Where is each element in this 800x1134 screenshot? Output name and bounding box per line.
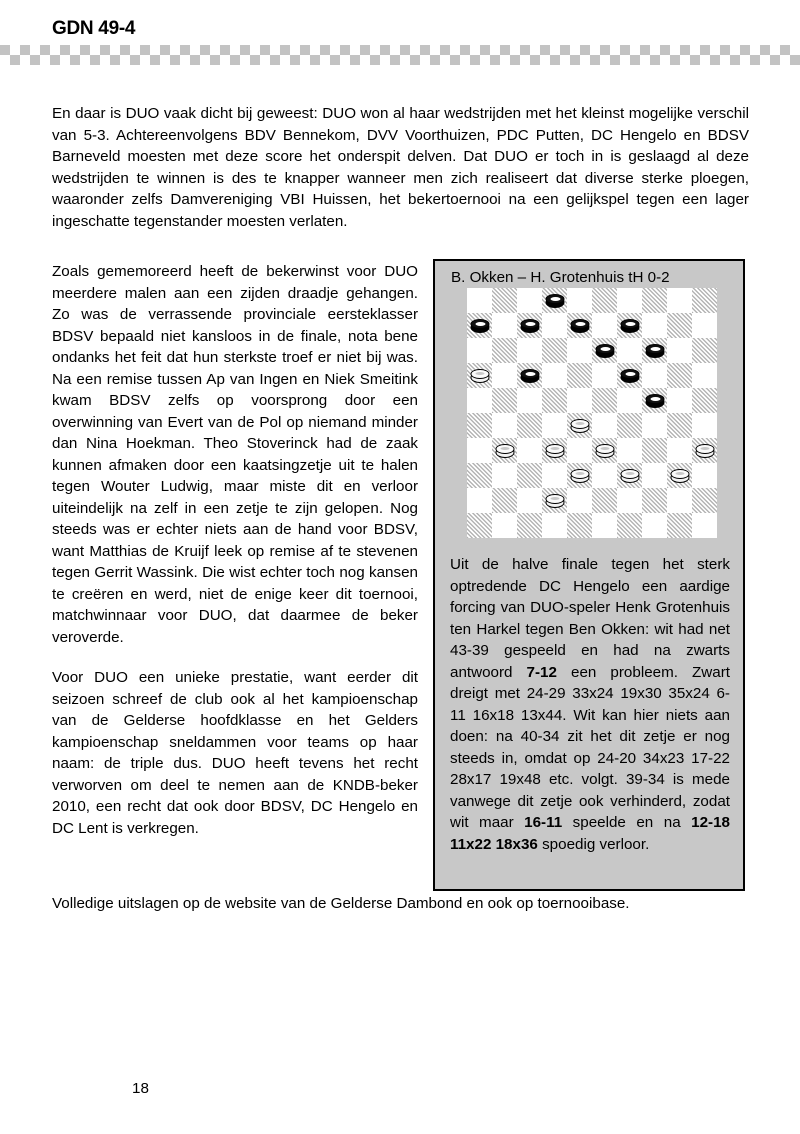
board-square: [617, 388, 642, 413]
board-square: [667, 488, 692, 513]
board-square: [692, 413, 717, 438]
board-square: [492, 363, 517, 388]
white-piece: [695, 444, 714, 458]
piece-top: [545, 494, 564, 504]
board-square: [517, 288, 542, 313]
board-square: [592, 438, 617, 463]
board-square: [517, 313, 542, 338]
piece-top: [520, 369, 539, 379]
board-square: [492, 413, 517, 438]
board-square: [517, 388, 542, 413]
board-square: [592, 288, 617, 313]
black-piece: [595, 344, 614, 358]
draughts-board: [467, 288, 717, 538]
board-square: [517, 413, 542, 438]
board-square: [642, 288, 667, 313]
explanation-text: spoedig verloor.: [537, 835, 650, 853]
board-square: [617, 488, 642, 513]
white-piece: [495, 444, 514, 458]
board-square: [692, 338, 717, 363]
white-piece: [570, 469, 589, 483]
board-square: [567, 313, 592, 338]
page-number: 18: [132, 1080, 149, 1097]
board-square: [467, 488, 492, 513]
board-square: [492, 313, 517, 338]
board-square: [467, 438, 492, 463]
diagram-caption: B. Okken – H. Grotenhuis tH 0-2: [451, 269, 670, 286]
board-square: [542, 288, 567, 313]
black-piece: [645, 394, 664, 408]
piece-top: [595, 444, 614, 454]
board-square: [667, 513, 692, 538]
white-piece: [595, 444, 614, 458]
black-piece: [545, 294, 564, 308]
board-square: [467, 313, 492, 338]
piece-top: [470, 369, 489, 379]
piece-top: [645, 394, 664, 404]
left-column-paragraph: Voor DUO een unieke prestatie, want eerder dit seizoen schreef de club ook al het kampioenschap van de Gelderse hoofdklasse en het Gelders kampioenschap sneldammen voor teams op haar naam: de triple dus. DUO heeft tevens het recht verworven om deel te nemen aan de KNDB-beker 2010, een recht dat ook door BDSV, DC Hengelo en DC Lent is verkregen.: [52, 669, 418, 837]
board-square: [592, 363, 617, 388]
board-square: [517, 438, 542, 463]
board-square: [567, 488, 592, 513]
board-square: [692, 363, 717, 388]
board-square: [692, 488, 717, 513]
board-square: [642, 513, 667, 538]
board-square: [567, 338, 592, 363]
board-square: [542, 463, 567, 488]
black-piece: [470, 319, 489, 333]
board-square: [617, 463, 642, 488]
checkered-divider-row-bottom: [0, 55, 800, 65]
board-square: [467, 363, 492, 388]
board-square: [617, 313, 642, 338]
board-square: [617, 513, 642, 538]
board-square: [492, 463, 517, 488]
white-piece: [670, 469, 689, 483]
board-square: [517, 488, 542, 513]
board-square: [467, 338, 492, 363]
white-piece: [545, 444, 564, 458]
intro-paragraph: En daar is DUO vaak dicht bij geweest: DUO won al haar wedstrijden met het kleinst mogelijke verschil van 5-3. Achtereenvolgens BDV Bennekom, DVV Voorthuizen, PDC Putten, DC Hengelo en BDSV Barneveld moesten met deze score het onderspit delven. Dat DUO er toch in is geslaagd al deze wedstrijden te winnen is des te knapper wanneer men zich realiseert dat diverse sterke ploegen, waaronder zelfs Damvereniging VBI Huissen, het bekertoernooi na een gelijkspel tegen een lager ingeschatte tegenstander moesten verlaten.: [52, 105, 749, 230]
board-square: [567, 413, 592, 438]
black-piece: [645, 344, 664, 358]
board-square: [492, 513, 517, 538]
board-square: [667, 338, 692, 363]
piece-top: [695, 444, 714, 454]
piece-top: [570, 319, 589, 329]
black-piece: [520, 319, 539, 333]
board-square: [567, 388, 592, 413]
checkered-divider: [0, 45, 800, 66]
white-piece: [545, 494, 564, 508]
page-title: GDN 49-4: [52, 18, 136, 39]
explanation-text: een probleem. Zwart dreigt met 24-29 33x24 19x30 35x24 6-11 16x18 13x44. Wit kan hier niets aan doen: na 40-34 zit het dit zetje er nog steeds in, omdat op 24-20 34x23 17-22 28x17 19x48 etc. volgt. 39-34 is mede vanwege dit zetje ook verhinderd, zodat wit maar: [450, 663, 730, 831]
piece-top: [620, 319, 639, 329]
board-square: [617, 338, 642, 363]
board-square: [542, 338, 567, 363]
board-square: [642, 438, 667, 463]
board-square: [492, 488, 517, 513]
board-square: [467, 513, 492, 538]
board-square: [692, 463, 717, 488]
board-square: [642, 463, 667, 488]
board-square: [542, 438, 567, 463]
board-square: [592, 388, 617, 413]
white-piece: [620, 469, 639, 483]
piece-top: [620, 469, 639, 479]
board-square: [517, 463, 542, 488]
board-square: [617, 413, 642, 438]
board-square: [542, 413, 567, 438]
board-square: [667, 413, 692, 438]
board-square: [667, 363, 692, 388]
board-square: [692, 438, 717, 463]
board-square: [492, 438, 517, 463]
board-square: [642, 313, 667, 338]
board-square: [492, 338, 517, 363]
black-piece: [570, 319, 589, 333]
board-square: [567, 513, 592, 538]
board-square: [592, 463, 617, 488]
board-square: [592, 488, 617, 513]
board-square: [567, 363, 592, 388]
black-piece: [520, 369, 539, 383]
board-square: [692, 313, 717, 338]
board-square: [617, 363, 642, 388]
piece-top: [495, 444, 514, 454]
board-square: [617, 438, 642, 463]
white-piece: [470, 369, 489, 383]
left-column-paragraph: Zoals gememoreerd heeft de bekerwinst voor DUO meerdere malen aan een zijden draadje gehangen. Zo was de verrassende provinciale eersteklasser BDSV bepaald niet kansloos in de finale, nota bene ondanks het feit dat hun sterkste troef er niet bij was. Na een remise tussen Ap van Ingen en Niek Smeitink kwam BDSV zelfs op voorsprong door een overwinning van Evert van de Pol op niemand minder dan Nina Hoekman. Theo Stoverinck had de zaak kunnen afmaken door een kaatsingzetje uit te halen tegen Wouter Ludwig, maar miste dit en verloor uiteindelijk na zelf in een zetje te zijn gelopen. Nog steeds was er echter niets aan de hand voor BDSV, want Matthias de Kruijf leek op remise af te stevenen tegen Gerrit Wassink. Die wist echter toch nog kansen te creëren en werd, niet de enige keer dit toernooi, matchwinnaar voor DUO, dat daarmee de beker veroverde.: [52, 263, 418, 646]
board-square: [542, 388, 567, 413]
piece-top: [595, 344, 614, 354]
piece-top: [670, 469, 689, 479]
black-piece: [620, 319, 639, 333]
black-piece: [620, 369, 639, 383]
board-square: [642, 363, 667, 388]
piece-top: [545, 294, 564, 304]
piece-top: [570, 469, 589, 479]
board-square: [492, 388, 517, 413]
board-square: [542, 313, 567, 338]
board-square: [467, 388, 492, 413]
board-square: [642, 413, 667, 438]
board-square: [692, 288, 717, 313]
board-square: [667, 313, 692, 338]
board-square: [692, 513, 717, 538]
piece-top: [645, 344, 664, 354]
board-square: [492, 288, 517, 313]
explanation-text: Uit de halve finale tegen het sterk optredende DC Hengelo een aardige forcing van DUO-speler Henk Grotenhuis ten Harkel tegen Ben Okken: wit had net 43-39 gespeeld en had na zwarts antwoord: [450, 556, 730, 681]
board-square: [567, 288, 592, 313]
board-square: [517, 363, 542, 388]
move-notation-bold: 7-12: [526, 663, 557, 681]
diagram-explanation: [450, 554, 730, 855]
board-square: [467, 288, 492, 313]
piece-top: [545, 444, 564, 454]
board-square: [592, 338, 617, 363]
board-square: [592, 413, 617, 438]
footer-note: Volledige uitslagen op de website van de Gelderse Dambond en ook op toernooibase.: [52, 895, 630, 912]
move-notation-bold: 16-11: [524, 814, 563, 831]
left-column: [52, 261, 418, 839]
board-square: [642, 338, 667, 363]
piece-top: [470, 319, 489, 329]
board-square: [542, 488, 567, 513]
board-square: [567, 438, 592, 463]
board-square: [592, 313, 617, 338]
board-square: [617, 288, 642, 313]
piece-top: [570, 419, 589, 429]
move-notation-bold: 12-18 11x22 18x36: [450, 814, 730, 853]
board-square: [667, 463, 692, 488]
board-square: [542, 363, 567, 388]
board-square: [592, 513, 617, 538]
board-square: [517, 338, 542, 363]
checkered-divider-row-top: [0, 45, 800, 55]
board-square: [642, 388, 667, 413]
diagram-box: [433, 259, 745, 891]
board-square: [667, 288, 692, 313]
piece-top: [620, 369, 639, 379]
board-square: [467, 463, 492, 488]
piece-top: [520, 319, 539, 329]
board-square: [642, 488, 667, 513]
explanation-text: speelde en na: [562, 814, 692, 831]
board-square: [467, 413, 492, 438]
board-square: [517, 513, 542, 538]
board-square: [692, 388, 717, 413]
board-square: [542, 513, 567, 538]
board-square: [667, 438, 692, 463]
board-square: [567, 463, 592, 488]
white-piece: [570, 419, 589, 433]
board-square: [667, 388, 692, 413]
